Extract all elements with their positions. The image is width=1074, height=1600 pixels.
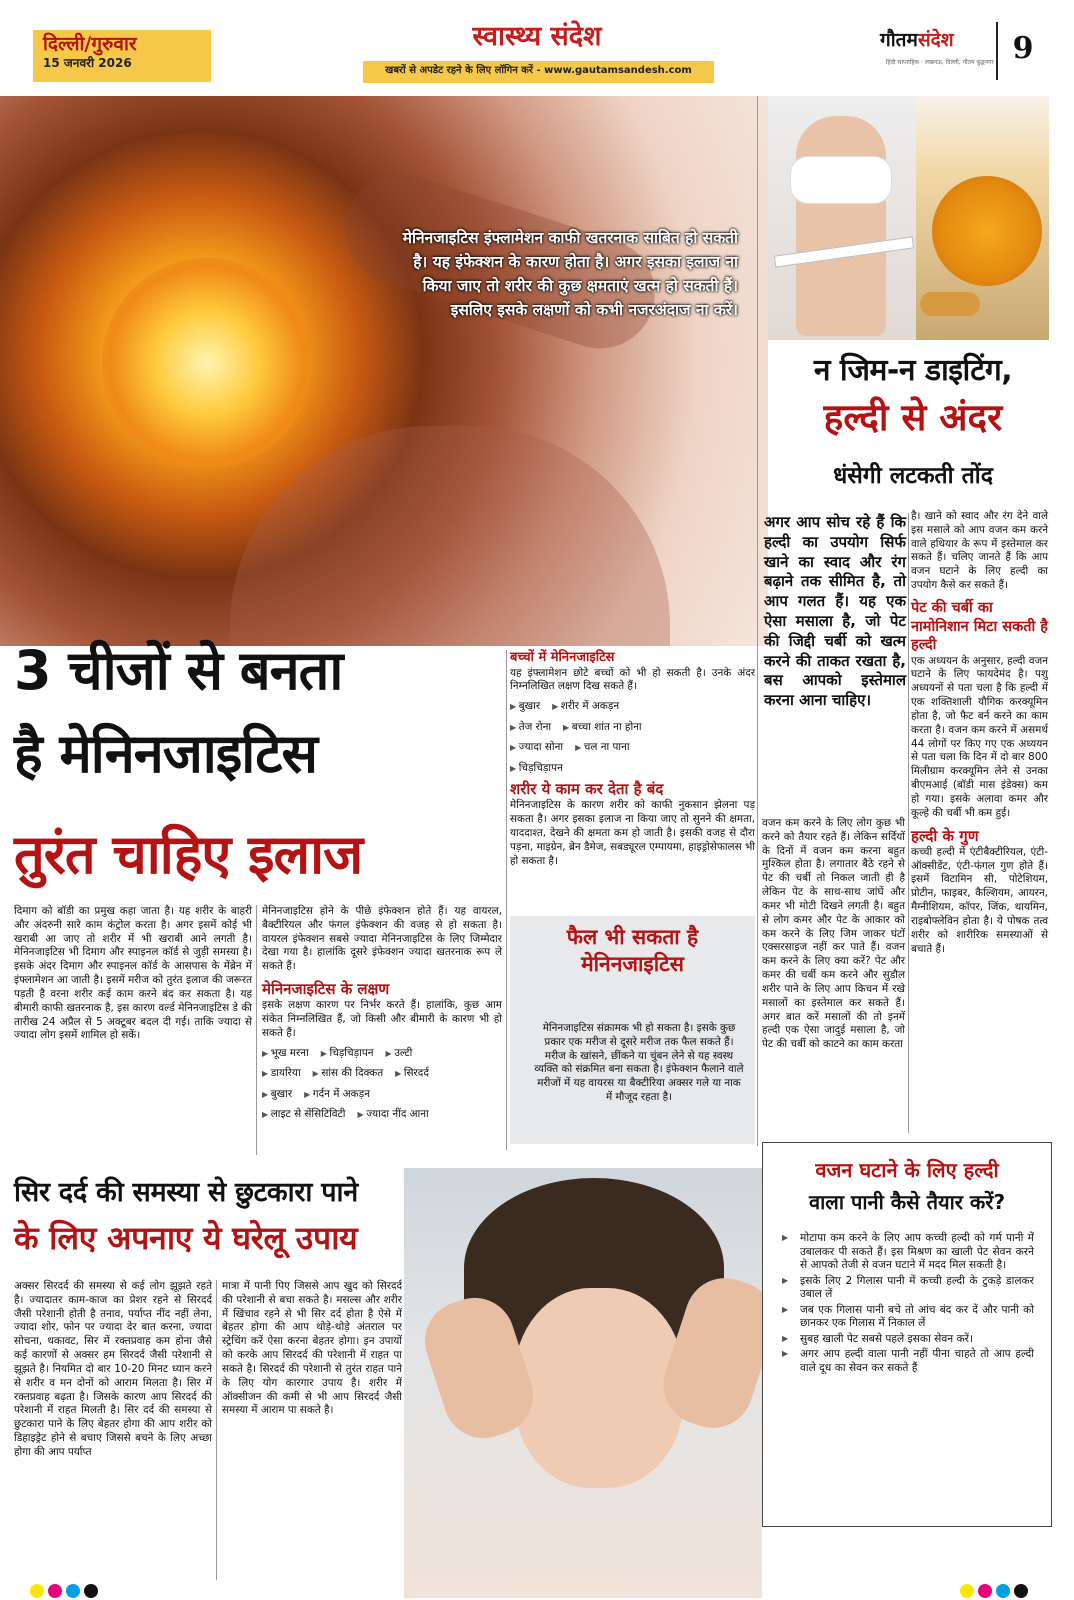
col2-text: मेनिनजाइटिस होने के पीछे इंफेक्शन होते हैं। यह वायरल, बैक्टीरियल और फंगल इंफेक्शन की वजह से हो सकता है। वायरल इंफेक्शन सबसे ज्यादा मेनिनजाइटिस के लिए जिम्मेदार देखा गया है। हालांकि दूसरे इंफेक्शन ज्यादा खतरनाक रूप ले सकते हैं। [262, 905, 502, 973]
bullet-item: ▶ ज्यादा नींद आना [357, 1108, 428, 1121]
body-stop-heading: शरीर ये काम कर देता है बंद [510, 780, 664, 798]
headache-woman-photo [404, 1168, 762, 1598]
headache-title-2: के लिए अपनाए ये घरेलू उपाय [14, 1219, 358, 1257]
logo-part-a: गौतम [880, 29, 918, 51]
sports-top [790, 156, 892, 204]
bullet-item: ▶ शरीर में अकड़न [552, 700, 619, 713]
main-headline-line3: तुरंत चाहिए इलाज [14, 823, 363, 886]
bullet-row [510, 756, 755, 776]
step-item: ▶ जब एक गिलास पानी बचे तो आंच बंद कर दें और पानी को छानकर एक गिलास में निकाल लें [782, 1304, 1034, 1331]
bullet-row [510, 735, 755, 755]
turmeric-qualities-heading: हल्दी के गुण [911, 826, 979, 845]
spread-heading [510, 924, 755, 978]
column-divider [757, 96, 758, 1146]
kids-heading: बच्चों में मेनिनजाइटिस [510, 650, 615, 665]
kids-section [510, 650, 755, 776]
turmeric-col1: वजन कम करने के लिए लोग कुछ भी करने को तैयार रहते हैं। लेकिन सर्दियों के दिनों में वजन कम करना बहुत मुश्किल होता है। लगातार बैठे रहने से पेट की चर्बी तो निकल जाती ही है लेकिन पेट के साथ-साथ जांघें और कमर भी मोटी दिखने लगती है। बहुत से लोग कमर और पेट के आकार को कम करने के लिए जिम जाकर घंटों एक्सरसाइज नहीं कर पाते हैं। वजन कम करने के लिए क्या करें? पेट और कमर की चर्बी कम करने और सुडौल शरीर पाने के लिए आप किचन में रखे मसालों का इस्तेमाल कर सकते हैं। अगर बात करें मसालों की तो इनमें हल्दी एक ऐसा जादुई मसाला है, जो पेट की चर्बी को काटने का काम करता [762, 817, 905, 1051]
turmeric-water-steps [782, 1232, 1034, 1377]
bullet-item: ▶ डायरिया [262, 1067, 301, 1080]
page-number: 9 [996, 22, 1048, 80]
bullet-row [262, 1061, 502, 1081]
bullet-item: ▶ गर्दन में अकड़न [304, 1088, 370, 1101]
turmeric-headline-1: न जिम-न डाइटिंग, [813, 353, 1013, 388]
cyan-mark [66, 1584, 80, 1598]
meningitis-col2 [262, 905, 502, 1123]
tagline: खबरों से अपडेट रहने के लिए लॉगिन करें - www.gautamsandesh.com [363, 61, 714, 83]
bullet-item: ▶ लाइट से सेंसिटिविटी [262, 1108, 345, 1121]
meningitis-col1: दिमाग को बॉडी का प्रमुख कहा जाता है। यह शरीर के बाहरी और अंदरुनी सारे काम कंट्रोल करता है। अगर इसमें कोई भी खराबी आ जाए तो शरीर में भी खराबी आने लगती है। मेनिनजाइटिस भी दिमाग और स्पाइनल कॉर्ड से जुड़ी समस्या है। इसके अंदर दिमाग और स्पाइनल कॉर्ड के आसपास के मेंब्रेन में इंफ्लामेशन आ जाती है। इसमें मरीज को तुरंत इलाज की जरूरत पड़ती है वरना शरीर कई काम करने बंद कर सकता है। यह बीमारी काफी खतरनाक है, इस कारण वर्ल्ड मेनिनजाइटिस डे की तारीख 24 अप्रैल से 5 अक्टूबर बदल दी गई। ताकि ज्यादा से ज्यादा लोग इसमें शामिल हो सकें। [14, 905, 252, 1042]
bullet-item: ▶ ज्यादा सोना [510, 741, 563, 754]
kids-text: यह इंफ्लामेशन छोटे बच्चों को भी हो सकती है। उनके अंदर निम्नलिखित लक्षण दिख सकते हैं। [510, 666, 755, 693]
headache-title-1: सिर दर्द की समस्या से छुटकारा पाने [14, 1177, 358, 1208]
box-title-1: वजन घटाने के लिए हल्दी [815, 1158, 999, 1182]
waist-photo [768, 96, 916, 340]
turmeric-root [920, 292, 980, 316]
spread-heading-line2: मेनिनजाइटिस [581, 951, 684, 976]
cyan-mark [996, 1584, 1010, 1598]
column-divider [506, 650, 507, 1150]
bullet-row [262, 1041, 502, 1061]
column-divider [256, 905, 257, 1155]
symptoms-heading: मेनिनजाइटिस के लक्षण [262, 980, 390, 999]
bullet-row [262, 1102, 502, 1122]
turmeric-headline-2: हल्दी से अंदर [823, 396, 1003, 439]
bullet-item: ▶ बच्चा शांत ना होना [563, 721, 642, 734]
bullet-item: ▶ चिड़चिड़ापन [510, 762, 563, 775]
kids-symptom-list [510, 694, 755, 776]
yellow-mark [960, 1584, 974, 1598]
body-stop-section [510, 780, 755, 868]
bullet-item: ▶ बुखार [262, 1088, 292, 1101]
symptoms-text: इसके लक्षण कारण पर निर्भर करते हैं। हालांकि, कुछ आम संकेत निम्नलिखित हैं, जो किसी और बीमारी के कारण भी हो सकते हैं। [262, 999, 502, 1039]
symptom-list [262, 1041, 502, 1123]
main-headline [14, 636, 342, 788]
body-stop-text: मेनिनजाइटिस के कारण शरीर को काफी नुकसान झेलना पड़ सकता है। अगर इसका इलाज ना किया जाए तो सुनने की क्षमता, याददाश्त, देखने की क्षमता कम हो जाती है। इसकी वजह से दौरा पड़ना, माइग्रेन, ब्रेन डैमेज, सबड्यूरल एम्पायमा, हाइड्रोसेफालस भी हो सकता है। [510, 799, 755, 867]
city-day: दिल्ली/गुरुवार [43, 33, 137, 55]
belly-fat-heading: पेट की चर्बी का नामोनिशान मिटा सकती है हल्दी [911, 599, 1048, 654]
bullet-item: ▶ बुखार [510, 700, 540, 713]
turmeric-headline-3: धंसेगी लटकती तोंद [833, 463, 993, 489]
bullet-row [510, 715, 755, 735]
bullet-row [262, 1082, 502, 1102]
glowing-brain [102, 258, 312, 468]
turmeric-col2-text: है। खाने को स्वाद और रंग देने वाले इस मसाले को आप वजन कम करने वाले हथियार के रूप में इस्तेमाल कर सकते हैं। चलिए जानते हैं कि आप वजन घटाने के लिए हल्दी का उपयोग कैसे कर सकते हैं। [911, 510, 1048, 592]
turmeric-powder-bowl [932, 176, 1042, 286]
bullet-item: ▶ सांस की दिक्कत [313, 1067, 384, 1080]
box-title-2: वाला पानी कैसे तैयार करें? [808, 1190, 1006, 1214]
hero-intro-text: मेनिनजाइटिस इंफ्लामेशन काफी खतरनाक साबित हो सकती है। यह इंफेक्शन के कारण होता है। अगर इसका इलाज ना किया जाए तो शरीर की कुछ क्षमताएं खत्म हो सकती हैं। इसलिए इसके लक्षणों को कभी नजरअंदाज ना करें। [402, 229, 738, 320]
step-item: ▶ इसके लिए 2 गिलास पानी में कच्ची हल्दी के टुकड़े डालकर उबाल लें [782, 1275, 1034, 1302]
turmeric-lead: अगर आप सोच रहे हैं कि हल्दी का उपयोग सिर्फ खाने का स्वाद और रंग बढ़ाने तक सीमित है, तो आप गलत हैं। यह एक ऐसा मसाला है, जो पेट की जिद्दी चर्बी को खत्म करने की ताकत रखता है, बस आपको इस्तेमाल करना आना चाहिए। [764, 513, 906, 710]
bullet-item: ▶ चल ना पाना [575, 741, 629, 754]
torso-shape [796, 116, 886, 336]
column-divider [908, 513, 909, 1133]
print-color-marks [0, 1584, 1074, 1600]
bullet-item: ▶ सिरदर्द [395, 1067, 429, 1080]
spread-text: मेनिनजाइटिस संक्रामक भी हो सकता है। इसके कुछ प्रकार एक मरीज से दूसरे मरीज तक फैल सकते हैं। मरीज के खांसने, छींकने या चुंबन लेने से यह स्वस्थ व्यक्ति को संक्रमित बना सकता है। इंफेक्शन फैलाने वाले मरीजों में यह वायरस या बैक्टीरिया अक्सर गले या नाक में मौजूद रहता है। [534, 1022, 744, 1104]
headache-col1: अक्सर सिरदर्द की समस्या से कई लोग झूझते रहते है। ज्यादातर काम-काज का प्रेशर रहने से सिरदर्द जैसी परेशानी होती है तनाव, पर्याप्त नींद नहीं लेना, ज्यादा शोर, फोन पर ज्यादा देर बात करना, ज्यादा सोचना, थकावट, सिर में रक्तप्रवाह कम होना जैसे कई कारणों से अक्सर हम सिरदर्द जैसी परेशानी से झूझते है। नियमित दो बार 10-20 मिनट ध्यान करने से शरीर व मन दोनों को आराम मिलता है। सिर में रक्तप्रवाह बढ़ता है। जिसके कारण आप सिरदर्द की परेशानी में राहत मिलती है। सिर दर्द की समस्या से छुटकारा पाने के लिए बेहतर होगा की आप शरीर को डिहाइड्रेट होने से बचाए जिससे बचने के लिए अच्छा होगा की आप पर्याप्त [14, 1280, 212, 1458]
logo-part-b: संदेश [917, 29, 954, 51]
body-shape [230, 426, 670, 646]
belly-fat-text: एक अध्ययन के अनुसार, हल्दी वजन घटाने के लिए फायदेमंद है। पशु अध्ययनों से पता चला है कि हल्दी में एक शक्तिशाली यौगिक करक्यूमिन होता है, जो फैट बर्न करने का काम करता है। वजन कम करने में असमर्थ 44 लोगों पर किए गए एक अध्ययन से पता चला कि दिन में दो बार 800 मिलीग्राम करक्यूमिन लेने से उनका बीएमआई (बॉडी मास इंडेक्स) कम हो गया। इसके अलावा कमर और कूल्हे की चर्बी भी कम हुई। [911, 654, 1048, 819]
yellow-mark [30, 1584, 44, 1598]
black-mark [84, 1584, 98, 1598]
bullet-item: ▶ चिड़चिड़ापन [321, 1047, 374, 1060]
bullet-item: ▶ तेज रोना [510, 721, 551, 734]
turmeric-qualities-text: कच्ची हल्दी में एंटीबैक्टीरियल, एंटी-ऑक्सीडेंट, एंटी-फंगल गुण होते हैं। इसमें विटामिन सी, पोटेशियम, प्रोटीन, फाइबर, कैल्शियम, आयरन, मैग्नीशियम, कॉपर, जिंक, थायमिन, राइबोफ्लेविन होता है। ये पोषक तत्व शरीर को शारीरिक समस्याओं से बचाते हैं। [911, 845, 1048, 955]
main-headline-line1: 3 चीजों से बनता [14, 639, 343, 702]
meningitis-photo [0, 96, 768, 646]
bullet-item: ▶ उल्टी [386, 1047, 413, 1060]
column-divider [216, 1280, 217, 1580]
headache-col2: मात्रा में पानी पिए जिससे आप खुद को सिरदर्द की परेशानी से बचा सकते है। मसल्स और शरीर में खिंचाव रहने से भी सिर दर्द होता है ऐसे में बेहतर होगा की आप थोड़े-थोड़े अंतराल पर स्ट्रेचिंग करें ऐसा करना बेहतर होगा। इन उपायों को करके आप सिरदर्द की परेशानी में राहत पा सकते है। सिरदर्द की परेशानी से तुरंत राहत पाने के लिए योग कारगार उपाय है। शरीर में ऑक्सीजन की कमी से भी आप सिरदर्द जैसी समस्या में आराम पा सकते है। [222, 1280, 402, 1417]
issue-date: 15 जनवरी 2026 [43, 56, 132, 71]
spread-heading-line1: फैल भी सकता है [566, 925, 699, 949]
bullet-item: ▶ भूख मरना [262, 1047, 309, 1060]
black-mark [1014, 1584, 1028, 1598]
magenta-mark [48, 1584, 62, 1598]
masthead-logo [880, 28, 954, 52]
section-title: स्वास्थ्य संदेश [472, 21, 602, 52]
step-item: ▶ अगर आप हल्दी वाला पानी नहीं पीना चाहते तो आप हल्दी वाले दूध का सेवन कर सकते हैं [782, 1348, 1034, 1375]
face-shape [514, 1288, 684, 1488]
turmeric-photo [916, 96, 1049, 340]
bullet-row [510, 694, 755, 714]
step-item: ▶ मोटापा कम करने के लिए आप कच्ची हल्दी को गर्म पानी में उबालकर पी सकते हैं। इस मिश्रण का खाली पेट सेवन करने से आपको तेजी से वजन घटाने में मदद मिल सकती है। [782, 1232, 1034, 1273]
logo-subtitle: हिंदी साप्ताहिक · लखनऊ, दिल्ली, गौतम बुद्धनगर [886, 59, 994, 66]
main-headline-line2: है मेनिनजाइटिस [14, 722, 317, 786]
magenta-mark [978, 1584, 992, 1598]
turmeric-col2 [911, 510, 1048, 956]
step-item: ▶ सुबह खाली पेट सबसे पहले इसका सेवन करें। [782, 1333, 1034, 1347]
